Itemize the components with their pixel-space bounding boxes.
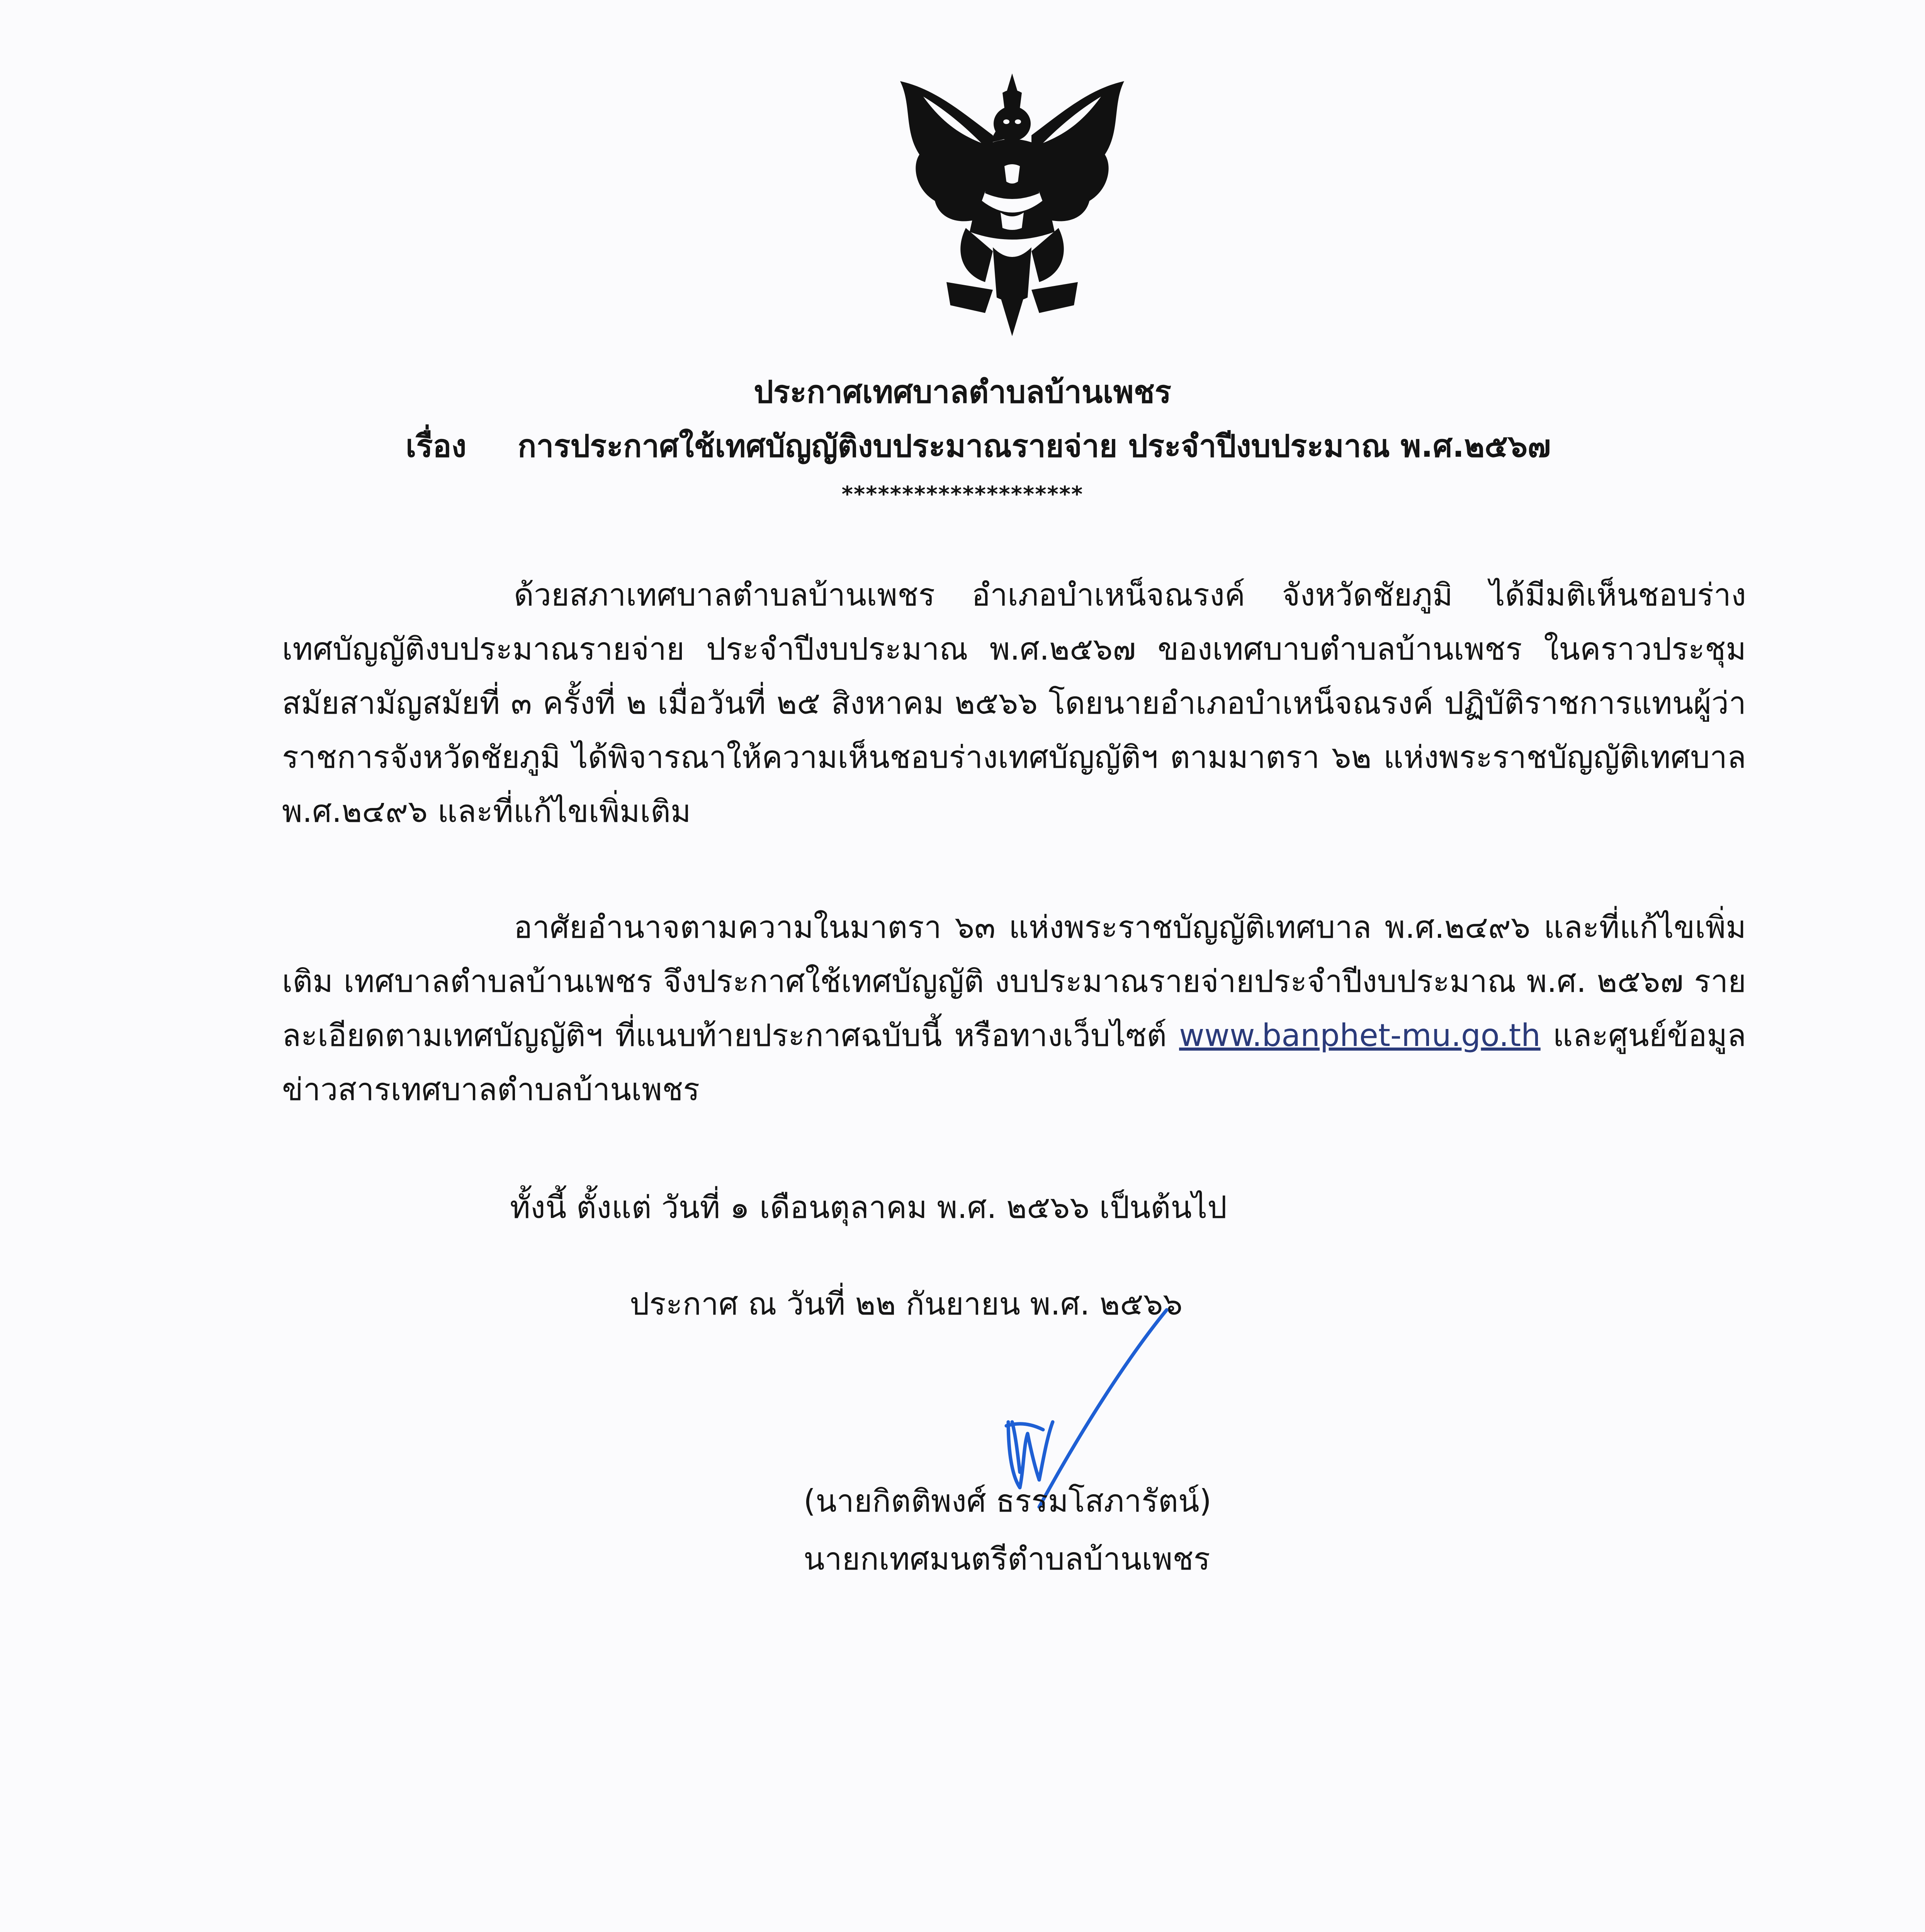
garuda-emblem-icon bbox=[877, 66, 1147, 367]
separator-stars: ******************** bbox=[841, 482, 1084, 507]
page-title: ประกาศเทศบาลตำบลบ้านเพชร bbox=[754, 374, 1171, 410]
effective-date-line: ทั้งนี้ ตั้งแต่ วันที่ ๑ เดือนตุลาคม พ.ศ. ๒๕๖๖ เป็นต้นไป bbox=[510, 1189, 1227, 1225]
subject-line bbox=[406, 425, 1835, 468]
subject-text: การประกาศใช้เทศบัญญัติงบประมาณรายจ่าย ประจำปีงบประมาณ พ.ศ.๒๕๖๗ bbox=[518, 428, 1551, 464]
paragraph-resolution: ด้วยสภาเทศบาลตำบลบ้านเพชร อำเภอบำเหน็จณรงค์ จังหวัดชัยภูมิ ได้มีมติเห็นชอบร่างเทศบัญญัติงบประมาณรายจ่าย ประจำปีงบประมาณ พ.ศ.๒๕๖๗ ของเทศบาบตำบลบ้านเพชร ในคราวประชุม สมัยสามัญสมัยที่ ๓ ครั้งที่ ๒ เมื่อวันที่ ๒๕ สิงหาคม ๒๕๖๖ โดยนายอำเภอบำเหน็จณรงค์ ปฏิบัติราชการแทนผู้ว่าราชการจังหวัดชัยภูมิ ได้พิจารณาให้ความเห็นชอบร่างเทศบัญญัติฯ ตามมาตรา ๖๒ แห่งพระราชบัญญัติเทศบาล พ.ศ.๒๔๙๖ และที่แก้ไขเพิ่มเติม bbox=[282, 577, 1746, 829]
paragraph-authority-tail: และศูนย์ข้อมูลข่าวสารเทศบาลตำบลบ้านเพชร bbox=[282, 1017, 1747, 1107]
paragraph-authority-text: อาศัยอำนาจตามความในมาตรา ๖๓ แห่งพระราชบัญญัติเทศบาล พ.ศ.๒๔๙๖ และที่แก้ไขเพิ่มเติม เทศบาลตำบลบ้านเพชร จึงประกาศใช้เทศบัญญัติ งบประมาณรายจ่ายประจำปีงบประมาณ พ.ศ. ๒๕๖๗ รายละเอียดตามเทศบัญญัติฯ ที่แนบท้ายประกาศฉบับนี้ หรือทางเว็บไซต์ bbox=[282, 909, 1747, 1053]
announcement-date-line: ประกาศ ณ วันที่ ๒๒ กันยายน พ.ศ. ๒๕๖๖ bbox=[630, 1286, 1183, 1322]
signatory-position: นายกเทศมนตรีตำบลบ้านเพชร bbox=[804, 1541, 1210, 1577]
subject-label: เรื่อง bbox=[406, 428, 467, 464]
signatory-name: (นายกิตติพงศ์ ธรรมโสภารัตน์) bbox=[804, 1483, 1211, 1519]
paragraph-authority bbox=[282, 900, 1746, 1117]
website-link[interactable]: www.banphet-mu.go.th bbox=[1179, 1017, 1541, 1053]
